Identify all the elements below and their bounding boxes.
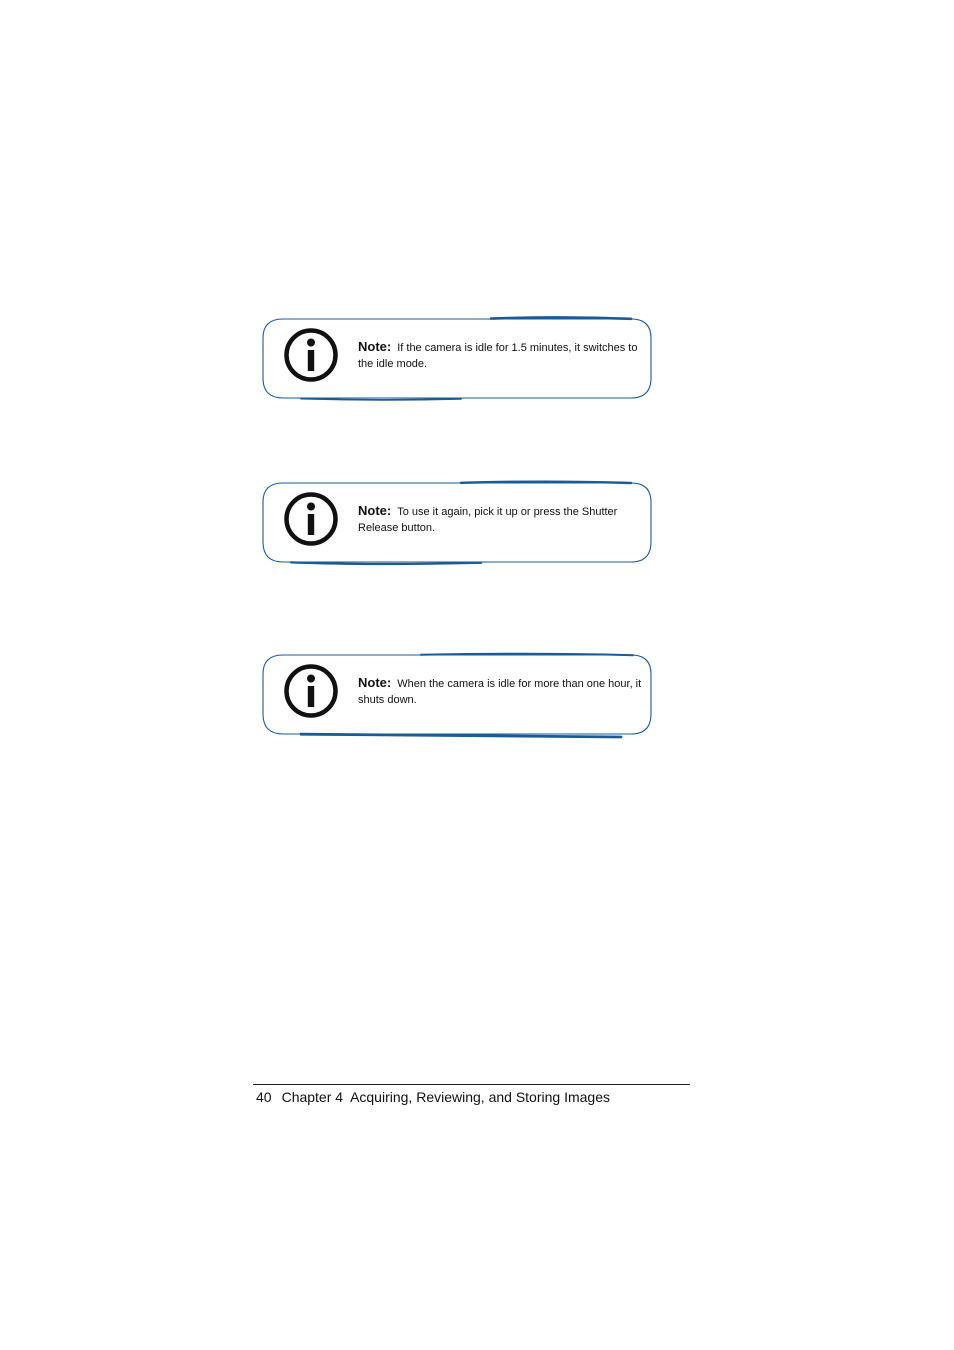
info-icon xyxy=(283,491,339,547)
note-text xyxy=(358,339,644,372)
chapter-title: Acquiring, Reviewing, and Storing Images xyxy=(350,1089,610,1105)
note-box xyxy=(261,480,653,564)
note-label: Note: xyxy=(358,675,392,690)
page-number: 40 xyxy=(256,1089,272,1105)
note-box xyxy=(261,652,653,736)
note-text xyxy=(358,503,644,536)
note-box xyxy=(261,316,653,400)
note-body: If the camera is idle for 1.5 minutes, it switches to the idle mode. xyxy=(358,342,638,370)
chapter-label: Chapter 4 xyxy=(281,1089,344,1105)
info-icon xyxy=(283,327,339,383)
footer-divider xyxy=(253,1084,690,1085)
page-footer xyxy=(256,1089,610,1105)
note-label: Note: xyxy=(358,339,392,354)
note-label: Note: xyxy=(358,503,392,518)
note-text xyxy=(358,675,644,708)
note-body: When the camera is idle for more than one hour, it shuts down. xyxy=(358,678,642,706)
info-icon xyxy=(283,663,339,719)
note-body: To use it again, pick it up or press the Shutter Release button. xyxy=(358,506,618,534)
